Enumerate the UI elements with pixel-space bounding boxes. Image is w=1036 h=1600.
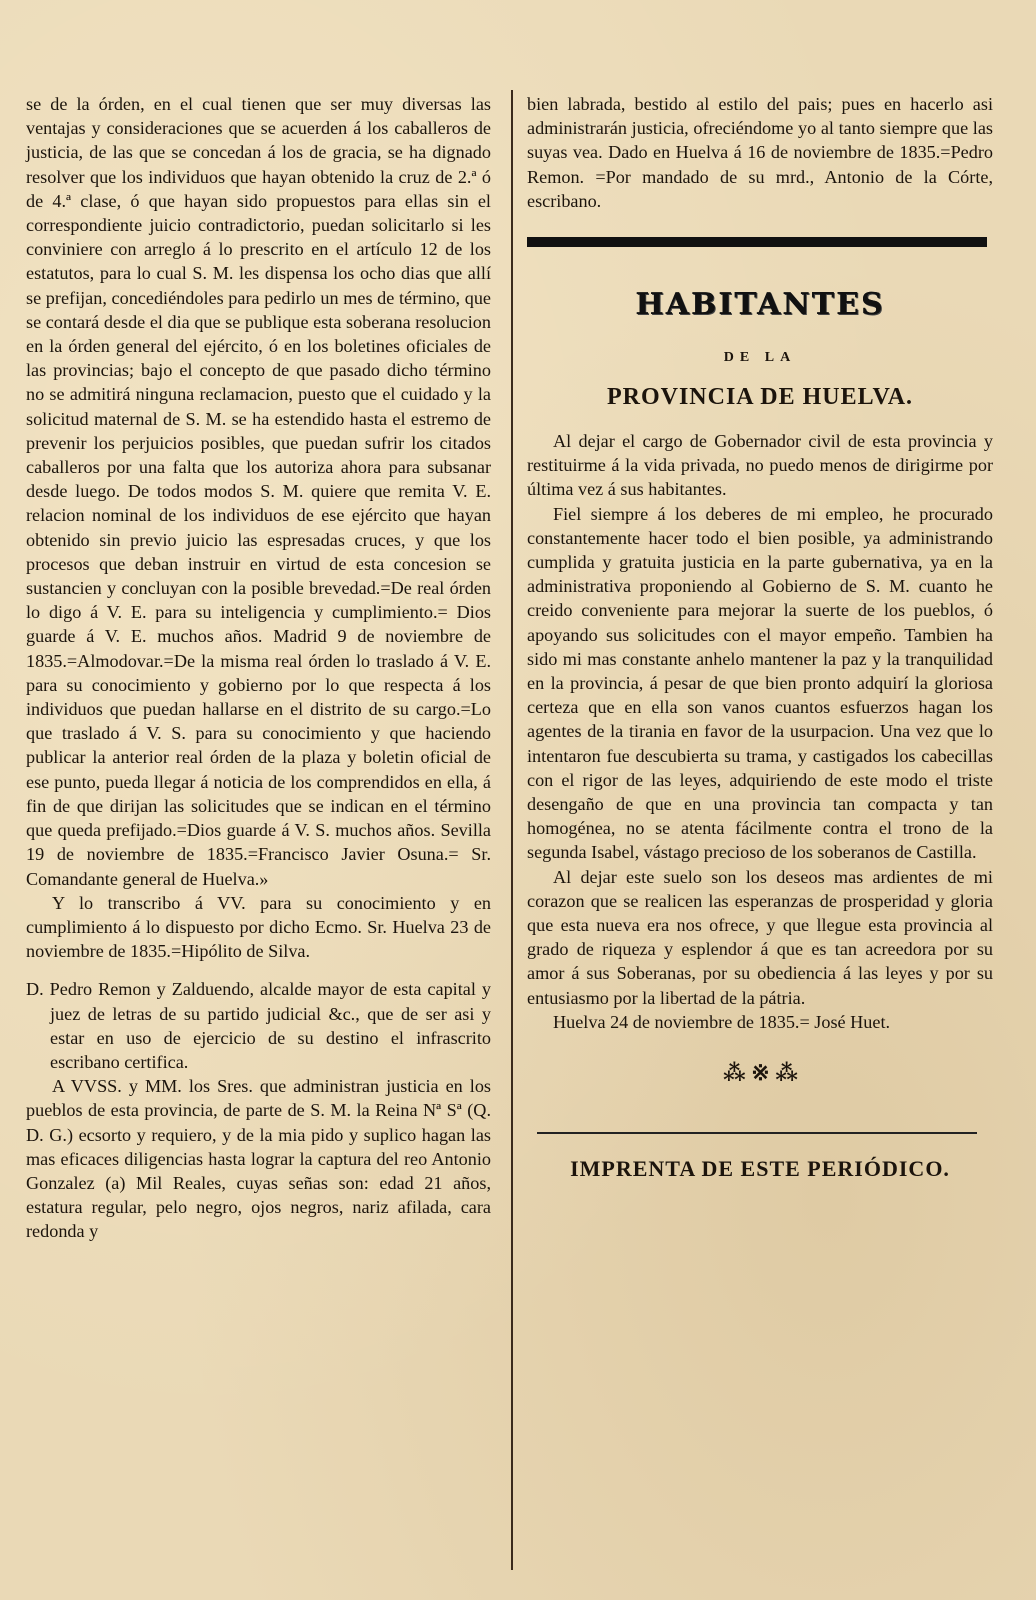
proclamation-heading: PROVINCIA DE HUELVA. <box>606 384 914 411</box>
proclamation-title: HABITANTES <box>635 287 885 323</box>
section-rule <box>527 237 987 247</box>
decree-continuation: bien labrada, bestido al estilo del pais; pues en hacerlo asi administrarán justicia, ofreciéndome yo al tanto siempre que las suyas vea. Dado en Huelva á 16 de noviembre de 1835.=Pedro Remon. =Por mandado de su mrd., Antonio de la Córte, escribano. <box>527 94 993 211</box>
royal-order-paragraph: se de la órden, en el cual tienen que ser muy diversas las ventajas y consideraciones que se acuerden á los caballeros de justicia, de las que se concedan á los de gracia, se ha dignado resolver que los individuos que hayan obtenido la cruz de 2.ª ó de 4.ª clase, ó que hayan sido propuestos para ellas sin el correspondiente juicio contradictorio, puedan solicitarlo si les conviniere con arreglo á lo prescrito en el artículo 12 de los estatutos, para lo cual S. M. les dispensa los ocho dias que allí se prefijan, concediéndoles para pedirlo un mes de término, que se contará desde el dia que se publique esta soberana resolucion en la órden general del ejército, ó en los boletines oficiales de las provincias; bajo el concepto de que pasado dicho término no se admitirá ninguna reclamacion, puesto que el cuidado y la solicitud maternal de S. M. se ha estendido hasta el estremo de prevenir los perjuicios posibles, que puedan sufrir los citados caballeros por una falta que los autoriza ahora para subsanar desde luego. De todos modos S. M. quiere que remita V. E. relacion nominal de los individuos de ese ejército que hayan obtenido sin previo juicio las espresadas cruces, y que los procesos que deban instruir en virtud de esta concesion se sustancien y concluyan con la posible brevedad.=De real órden lo digo á V. E. para su inteligencia y cumplimiento.= Dios guarde á V. E. muchos años. Madrid 9 de noviembre de 1835.=Almodovar.=De la misma real órden lo traslado á V. E. para su conocimiento y gobierno por lo que respecta á los individuos que puedan hallarse en el distrito de su cargo.=Lo que traslado á V. S. para su conocimiento y que haciendo publicar la anterior real órden de la plaza y boletin oficial de ese punto, pueda llegar á noticia de los comprendidos en ella, á fin de que dirijan las solicitudes que se indican en el término que queda prefijado.=Dios guarde á V. S. muchos años. Sevilla 19 de noviembre de 1835.=Francisco Javier Osuna.= Sr. Comandante general de Huelva.» <box>26 94 491 889</box>
decree-body: A VVSS. y MM. los Sres. que administran justicia en los pueblos de esta provincia, de parte de S. M. la Reina Nª Sª (Q. D. G.) ecsorto y requiero, y de la mia pido y suplico hagan las mas eficaces diligencias hasta lograr la captura del reo Antonio Gonzalez (a) Mil Reales, cuyas señas son: edad 21 años, estatura regular, pelo negro, ojos negros, nariz afilada, cara redonda y <box>26 1076 491 1242</box>
proclamation-paragraph: Fiel siempre á los deberes de mi empleo, he procurado constantemente hacer todo el bien posible, ya administrando cumplida y gratuita justicia en la parte gubernativa, ya en la administrativa proponiendo al Gobierno de S. M. cuanto he creido conveniente para mejorar la suerte de los pueblos, ó apoyando sus solicitudes con el mayor empeño. Tambien ha sido mi mas constante anhelo mantener la paz y la tranquilidad en la provincia, á pesar de que bien pronto adquirí la gloriosa certeza que en ella son vanos cuantos esfuerzos hagan los agentes de la tirania en favor de la usurpacion. Una vez que lo intentaron fue descubierta su trama, y castigados los cabecillas con el rigor de las leyes, adquiriendo de este modo el triste desengaño de que en una provincia tan compacta y tan homogénea, no se atenta fácilmente contra el trono de la segunda Isabel, vástago precioso de los soberanos de Castilla. <box>527 503 993 863</box>
printer-imprint: IMPRENTA DE ESTE PERIÓDICO. <box>570 1156 950 1182</box>
decree-heading: D. Pedro Remon y Zalduendo, alcalde mayor de esta capital y juez de letras de su partido judicial &c., que de ser asi y estar en uso de ejercicio de su destino el infrascrito escribano certifica. <box>26 979 491 1072</box>
proclamation-body <box>527 429 993 1034</box>
ornament: ⁂ ※ ⁂ <box>723 1060 797 1087</box>
proclamation-signature: Huelva 24 de noviembre de 1835.= José Huet. <box>553 1011 891 1032</box>
proclamation-paragraph: Al dejar este suelo son los deseos mas ardientes de mi corazon que se realicen las esperanzas de prosperidad y gloria que esta nueva era nos ofrece, y que llegue esta provincia al grado de riqueza y esplendor á que es tan acreedora por su amor á sus Soberanas, por su obediencia á las leyes y por su entusiasmo por la libertad de la pátria. <box>527 866 993 1008</box>
footer-rule <box>537 1132 977 1134</box>
transcription-paragraph: Y lo transcribo á VV. para su conocimiento y en cumplimiento á lo dispuesto por dicho Ecmo. Sr. Huelva 23 de noviembre de 1835.=Hipólito de Silva. <box>26 892 491 962</box>
column-divider <box>511 90 513 1570</box>
proclamation-subtitle: DE LA <box>723 350 797 366</box>
right-column <box>527 92 993 1182</box>
left-column <box>26 92 491 1244</box>
proclamation-paragraph: Al dejar el cargo de Gobernador civil de esta provincia y restituirme á la vida privada, no puedo menos de dirigirme por última vez á sus habitantes. <box>527 431 993 500</box>
